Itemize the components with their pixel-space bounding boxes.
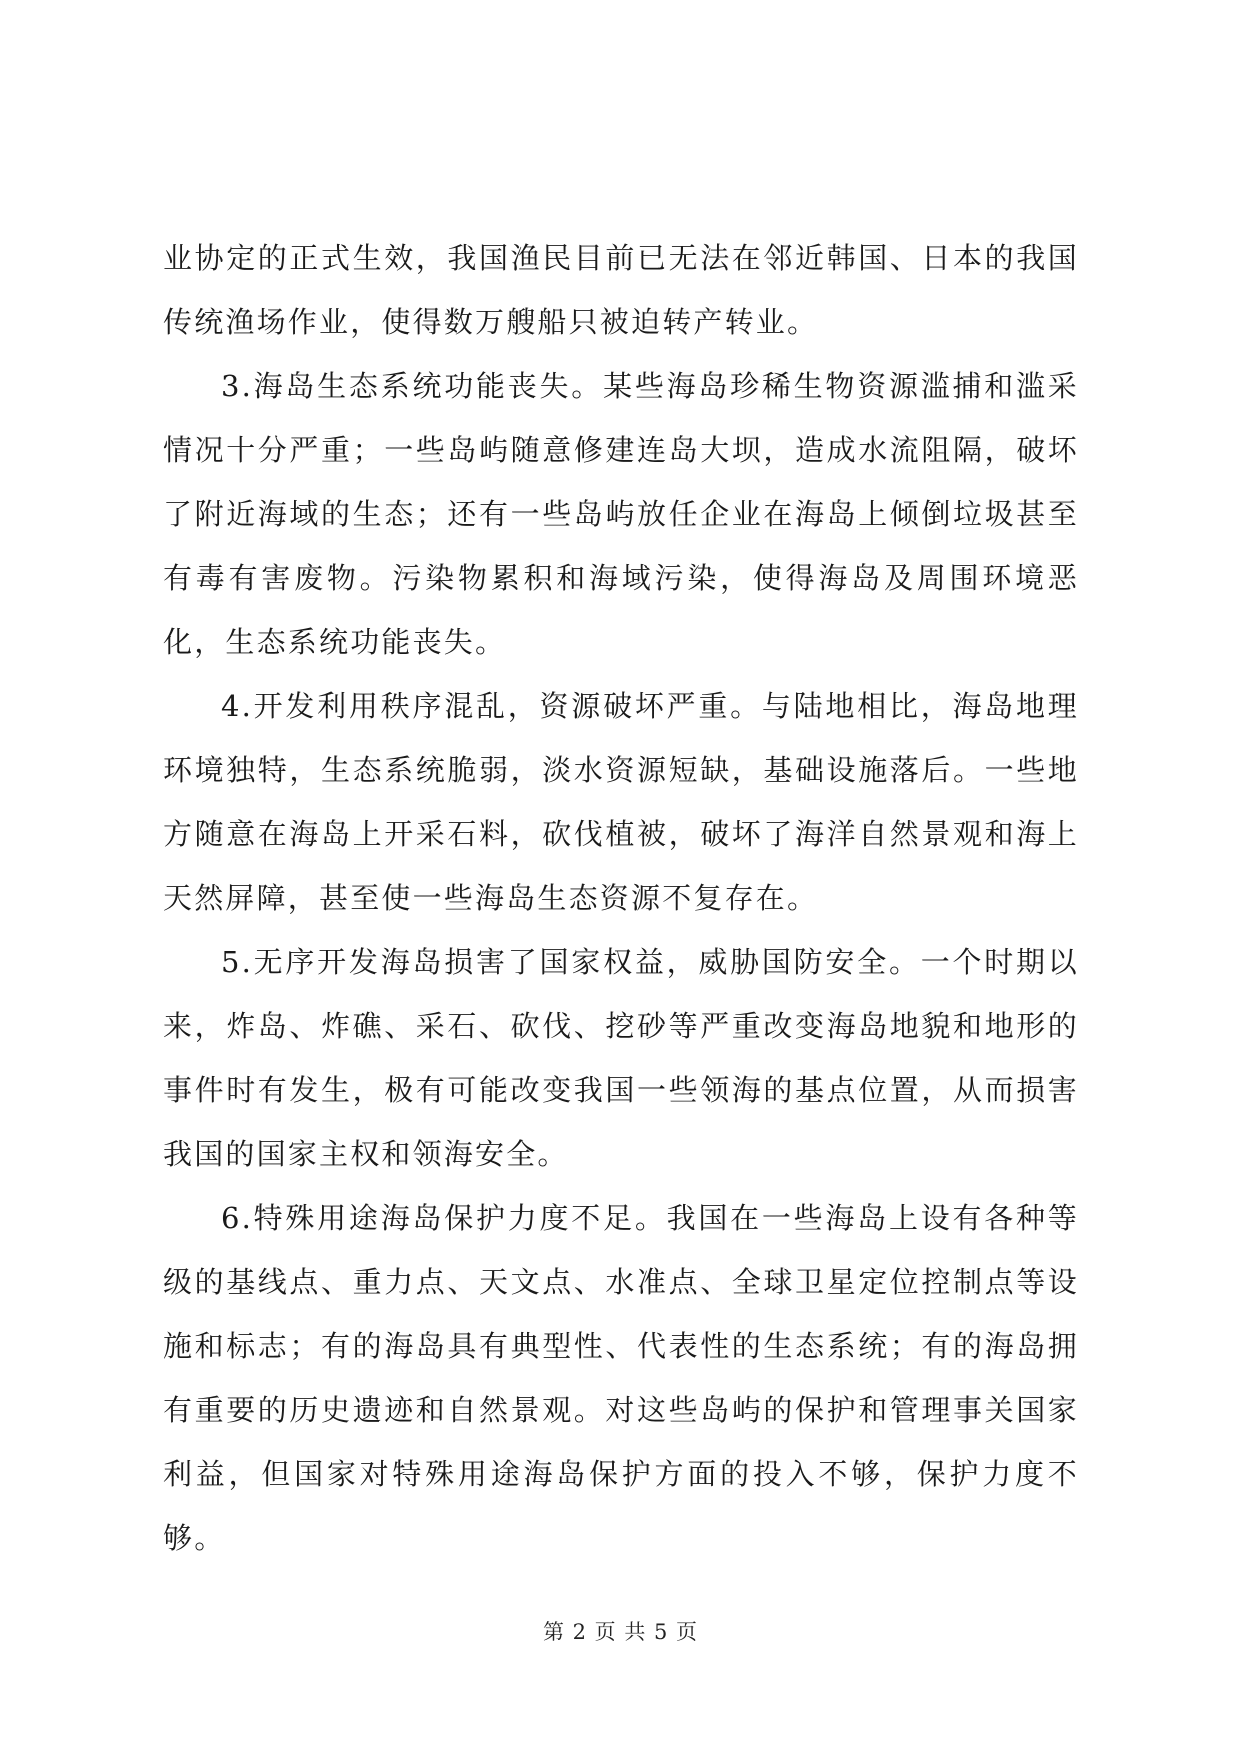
paragraph-continuation: 业协定的正式生效，我国渔民目前已无法在邻近韩国、日本的我国传统渔场作业，使得数万艘船只被迫转产转业。: [163, 241, 1079, 339]
document-body: [163, 226, 1079, 1570]
paragraph-item-5: 5.无序开发海岛损害了国家权益，威胁国防安全。一个时期以来，炸岛、炸礁、采石、砍伐、挖砂等严重改变海岛地貌和地形的事件时有发生，极有可能改变我国一些领海的基点位置，从而损害我国的国家主权和领海安全。: [163, 945, 1079, 1171]
paragraph-item-4: 4.开发利用秩序混乱，资源破坏严重。与陆地相比，海岛地理环境独特，生态系统脆弱，淡水资源短缺，基础设施落后。一些地方随意在海岛上开采石料，砍伐植被，破坏了海洋自然景观和海上天然屏障，甚至使一些海岛生态资源不复存在。: [163, 689, 1079, 915]
page-number-footer: 第 2 页 共 5 页: [542, 1620, 699, 1644]
paragraph-item-6: 6.特殊用途海岛保护力度不足。我国在一些海岛上设有各种等级的基线点、重力点、天文点、水准点、全球卫星定位控制点等设施和标志；有的海岛具有典型性、代表性的生态系统；有的海岛拥有重要的历史遗迹和自然景观。对这些岛屿的保护和管理事关国家利益，但国家对特殊用途海岛保护方面的投入不够，保护力度不够。: [163, 1201, 1079, 1555]
paragraph-item-3: 3.海岛生态系统功能丧失。某些海岛珍稀生物资源滥捕和滥采情况十分严重；一些岛屿随意修建连岛大坝，造成水流阻隔，破坏了附近海域的生态；还有一些岛屿放任企业在海岛上倾倒垃圾甚至有毒有害废物。污染物累积和海域污染，使得海岛及周围环境恶化，生态系统功能丧失。: [163, 369, 1079, 659]
